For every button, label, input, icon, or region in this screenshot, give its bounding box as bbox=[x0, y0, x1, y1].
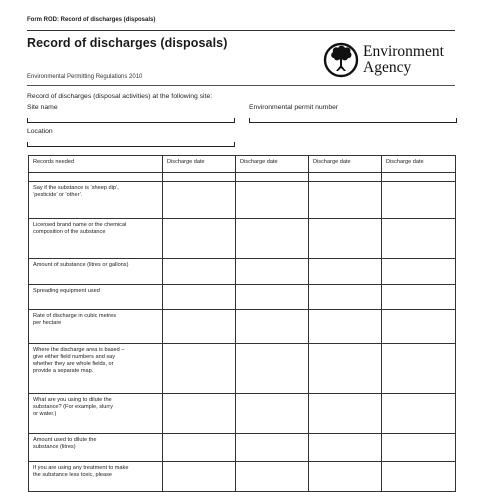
record-label: What are you using to dilute the substance? (For example, slurry or water.) bbox=[29, 394, 163, 434]
date-cell[interactable] bbox=[382, 173, 456, 182]
record-label: Amount used to dilute the substance (litres) bbox=[29, 434, 163, 462]
entry-cell[interactable] bbox=[382, 344, 456, 394]
form-code: Form ROD: Record of discharges (disposals) bbox=[27, 17, 156, 23]
entry-cell[interactable] bbox=[382, 434, 456, 462]
entry-cell[interactable] bbox=[236, 462, 309, 492]
permit-number-label: Environmental permit number bbox=[249, 104, 339, 111]
table-row bbox=[29, 310, 456, 344]
entry-cell[interactable] bbox=[382, 219, 456, 259]
entry-cell[interactable] bbox=[382, 259, 456, 285]
entry-cell[interactable] bbox=[382, 182, 456, 219]
entry-cell[interactable] bbox=[382, 310, 456, 344]
record-label: Rate of discharge in cubic metres per hectare bbox=[29, 310, 163, 344]
mid-rule bbox=[27, 85, 455, 86]
entry-cell[interactable] bbox=[236, 259, 309, 285]
blank-cell bbox=[29, 173, 163, 182]
regulations-text: Environmental Permitting Regulations 2010 bbox=[27, 74, 143, 80]
top-rule bbox=[27, 30, 455, 31]
records-table bbox=[28, 155, 456, 492]
record-label: If you are using any treatment to make the substance less toxic, please bbox=[29, 462, 163, 492]
table-row bbox=[29, 285, 456, 310]
entry-cell[interactable] bbox=[309, 310, 382, 344]
date-cell[interactable] bbox=[309, 173, 382, 182]
agency-logo bbox=[323, 40, 458, 82]
header-discharge-date: Discharge date bbox=[309, 156, 382, 173]
entry-cell[interactable] bbox=[309, 219, 382, 259]
entry-cell[interactable] bbox=[236, 182, 309, 219]
date-cell[interactable] bbox=[163, 173, 236, 182]
entry-cell[interactable] bbox=[163, 182, 236, 219]
table-row bbox=[29, 219, 456, 259]
record-label: Where the discharge area is based – give either field numbers and say whether they are whole fields, or provide a separate map. bbox=[29, 344, 163, 394]
entry-cell[interactable] bbox=[236, 394, 309, 434]
page-title: Record of discharges (disposals) bbox=[27, 36, 228, 50]
table-row bbox=[29, 394, 456, 434]
entry-cell[interactable] bbox=[163, 219, 236, 259]
entry-cell[interactable] bbox=[163, 462, 236, 492]
entry-cell[interactable] bbox=[236, 310, 309, 344]
logo-text-line1: Environment bbox=[363, 43, 444, 60]
header-discharge-date: Discharge date bbox=[236, 156, 309, 173]
table-row bbox=[29, 434, 456, 462]
logo-text-line2: Agency bbox=[363, 59, 412, 76]
record-label: Licensed brand name or the chemical composition of the substance bbox=[29, 219, 163, 259]
date-entry-row bbox=[29, 173, 456, 182]
entry-cell[interactable] bbox=[309, 434, 382, 462]
entry-cell[interactable] bbox=[163, 259, 236, 285]
entry-cell[interactable] bbox=[236, 344, 309, 394]
record-label: Say if the substance is ‘sheep dip’, ‘pesticide’ or ‘other’. bbox=[29, 182, 163, 219]
entry-cell[interactable] bbox=[309, 285, 382, 310]
intro-text: Record of discharges (disposal activities) at the following site: bbox=[27, 93, 213, 100]
site-name-field[interactable] bbox=[27, 118, 235, 123]
header-discharge-date: Discharge date bbox=[382, 156, 456, 173]
entry-cell[interactable] bbox=[163, 434, 236, 462]
entry-cell[interactable] bbox=[163, 394, 236, 434]
entry-cell[interactable] bbox=[309, 259, 382, 285]
entry-cell[interactable] bbox=[236, 285, 309, 310]
entry-cell[interactable] bbox=[382, 394, 456, 434]
header-discharge-date: Discharge date bbox=[163, 156, 236, 173]
entry-cell[interactable] bbox=[309, 344, 382, 394]
location-label: Location bbox=[27, 128, 53, 135]
table-header-row bbox=[29, 156, 456, 173]
table-row bbox=[29, 344, 456, 394]
entry-cell[interactable] bbox=[382, 462, 456, 492]
entry-cell[interactable] bbox=[309, 182, 382, 219]
header-records-needed: Records needed bbox=[29, 156, 163, 173]
record-label: Spreading equipment used bbox=[29, 285, 163, 310]
entry-cell[interactable] bbox=[309, 462, 382, 492]
entry-cell[interactable] bbox=[163, 344, 236, 394]
table-row bbox=[29, 259, 456, 285]
entry-cell[interactable] bbox=[163, 285, 236, 310]
location-field[interactable] bbox=[27, 142, 235, 147]
date-cell[interactable] bbox=[236, 173, 309, 182]
entry-cell[interactable] bbox=[309, 394, 382, 434]
entry-cell[interactable] bbox=[382, 285, 456, 310]
tree-in-circle-icon bbox=[323, 40, 359, 80]
permit-number-field[interactable] bbox=[249, 118, 457, 123]
table-row bbox=[29, 462, 456, 492]
entry-cell[interactable] bbox=[236, 219, 309, 259]
entry-cell[interactable] bbox=[236, 434, 309, 462]
table-row bbox=[29, 182, 456, 219]
entry-cell[interactable] bbox=[163, 310, 236, 344]
record-label: Amount of substance (litres or gallons) bbox=[29, 259, 163, 285]
site-name-label: Site name bbox=[27, 104, 58, 111]
